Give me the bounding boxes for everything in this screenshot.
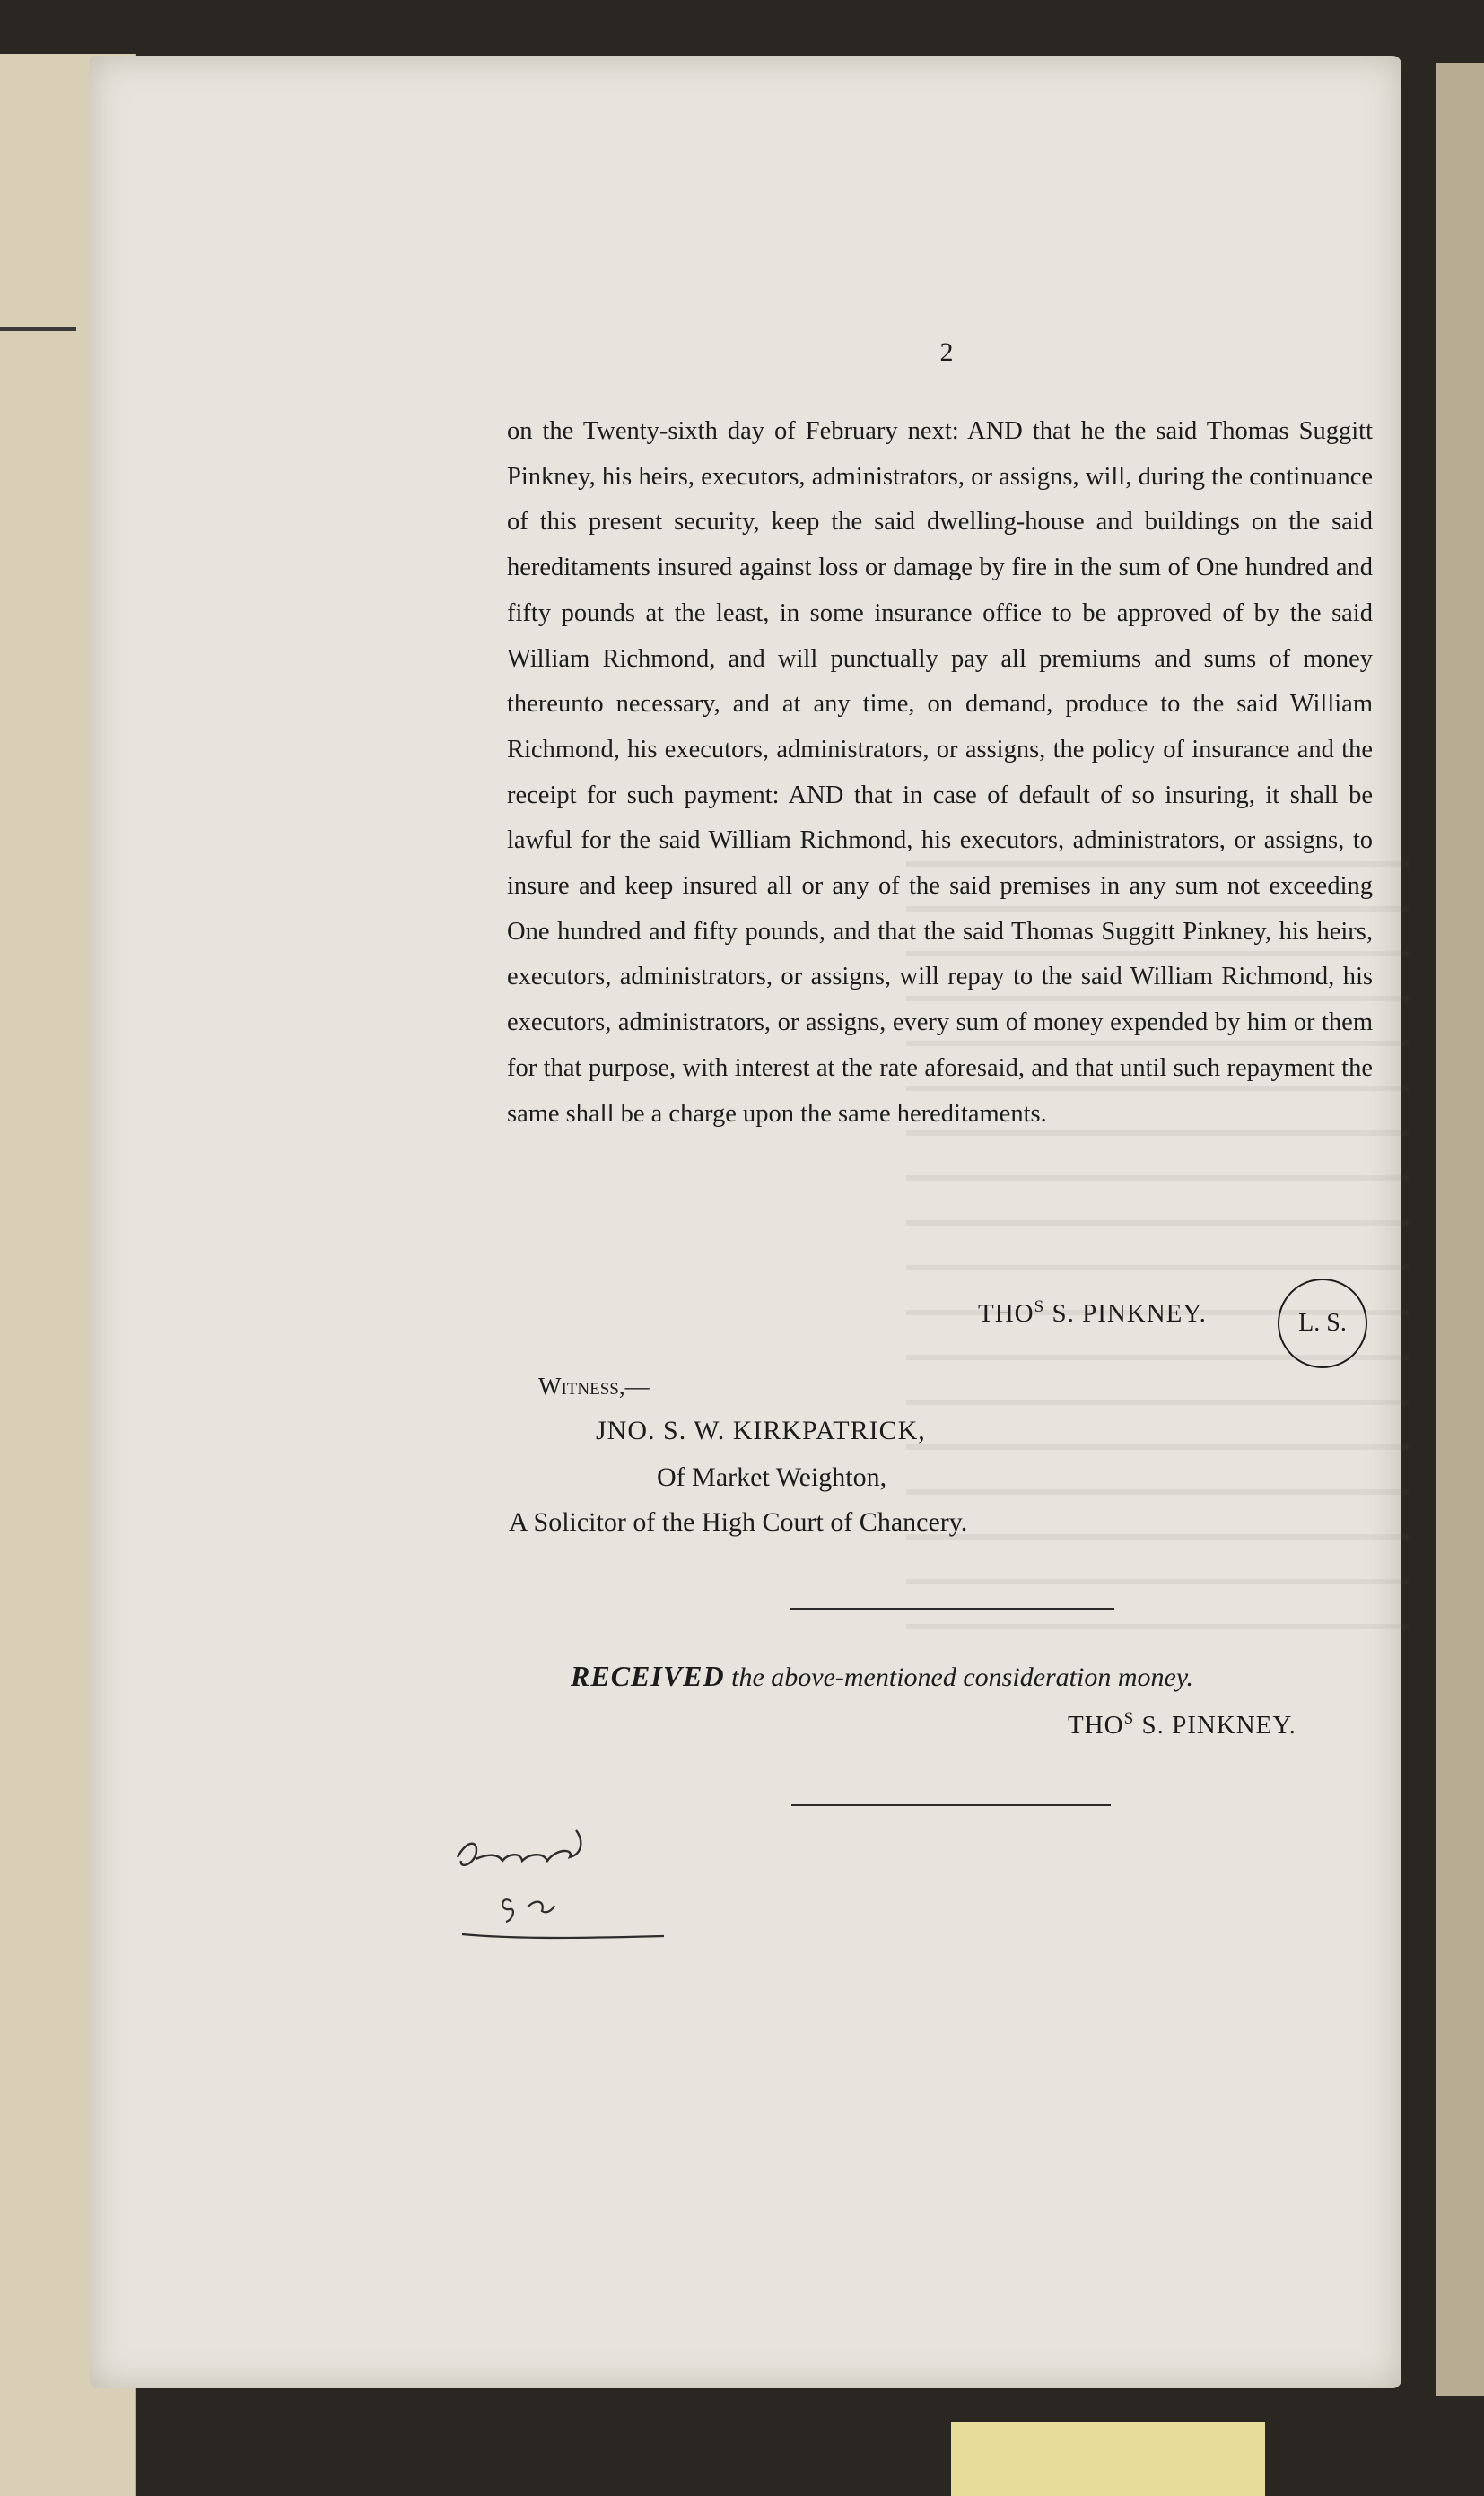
signature — [978, 1297, 1207, 1329]
seal-label: L. S. — [1298, 1309, 1347, 1337]
divider-rule — [790, 1608, 1114, 1610]
receipt-sig-prefix: THO — [1068, 1711, 1124, 1740]
yellow-tab — [951, 2422, 1265, 2496]
receipt-sig-superscript: S — [1123, 1709, 1135, 1728]
receipt-signature — [1068, 1709, 1296, 1741]
seal — [1278, 1279, 1367, 1368]
receipt-text: the above-mentioned consideration money. — [724, 1663, 1193, 1692]
adjacent-page-edge — [1436, 63, 1484, 2396]
page-number: 2 — [939, 337, 954, 367]
receipt-line — [571, 1660, 1193, 1693]
receipt-word: RECEIVED — [571, 1660, 725, 1692]
witness-label: Witness,— — [538, 1373, 650, 1400]
backing-rule — [0, 327, 76, 331]
witness-name: JNO. S. W. KIRKPATRICK, — [596, 1416, 926, 1445]
signature-rest: S. PINKNEY. — [1044, 1299, 1207, 1328]
divider-rule — [791, 1804, 1111, 1806]
receipt-sig-rest: S. PINKNEY. — [1134, 1711, 1296, 1740]
signature-superscript: S — [1034, 1297, 1045, 1316]
witness-place: Of Market Weighton, — [657, 1462, 887, 1492]
witness-title: A Solicitor of the High Court of Chancery. — [509, 1507, 968, 1537]
signature-prefix: THO — [978, 1299, 1034, 1328]
handwritten-note — [449, 1821, 682, 1947]
body-paragraph: on the Twenty-sixth day of February next: AND that he the said Thomas Suggitt Pinkney, his heirs, executors, administrators, or assigns, will, during the continuance of this present security, keep the said dwelling-house and buildings on the said hereditaments insured against loss or damage by fire in the sum of One hundred and fifty pounds at the least, in some insurance office to be approved of by the said William Richmond, and will punctually pay all premiums and sums of money thereunto necessary, and at any time, on demand, produce to the said William Richmond, his executors, administrators, or assigns, the policy of insurance and the receipt for such payment: AND that in case of default of so insuring, it shall be lawful for the said William Richmond, his executors, administrators, or assigns, to insure and keep insured all or any of the said premises in any sum not exceeding One hundred and fifty pounds, and that the said Thomas Suggitt Pinkney, his heirs, executors, administrators, or assigns, will repay to the said William Richmond, his executors, administrators, or assigns, every sum of money expended by him or them for that purpose, with interest at the rate aforesaid, and that until such repayment the same shall be a charge upon the same hereditaments. — [507, 417, 1373, 1128]
